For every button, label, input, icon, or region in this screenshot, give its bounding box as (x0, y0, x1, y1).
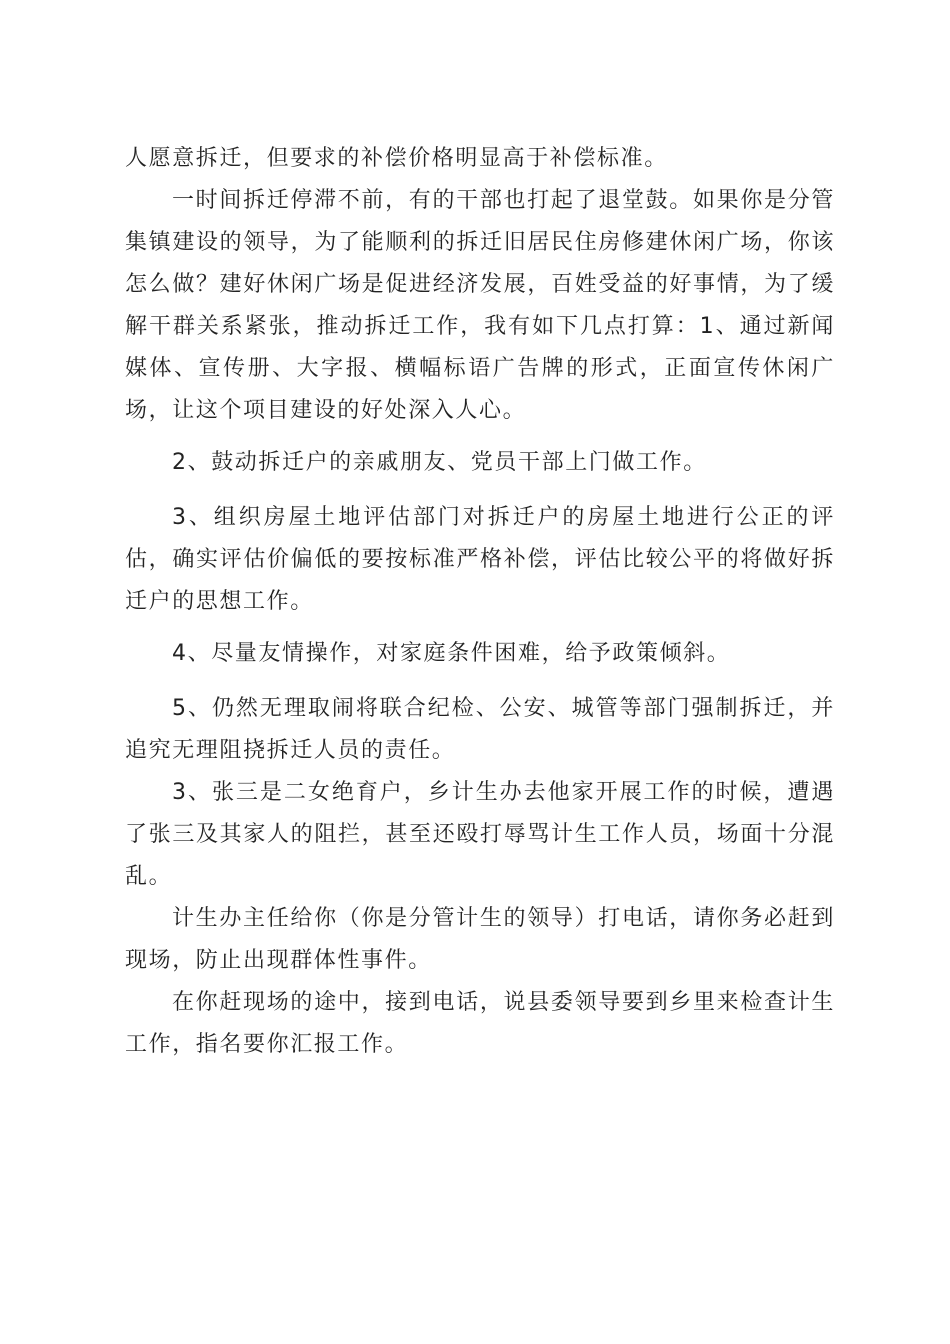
paragraph-point-5: 5、仍然无理取闹将联合纪检、公安、城管等部门强制拆迁，并追究无理阻挠拆迁人员的责任。 (125, 696, 835, 763)
paragraph-point-3: 3、组织房屋土地评估部门对拆迁户的房屋土地进行公正的评估，确实评估价偏低的要按标准严格补偿，评估比较公平的将做好拆迁户的思想工作。 (125, 505, 835, 614)
paragraph-inspection: 在你赶现场的途中，接到电话，说县委领导要到乡里来检查计生工作，指名要你汇报工作。 (125, 990, 835, 1057)
paragraph-phone-call: 计生办主任给你（你是分管计生的领导）打电话，请你务必赶到现场，防止出现群体性事件。 (125, 906, 835, 973)
paragraph-demolition-plan: 一时间拆迁停滞不前，有的干部也打起了退堂鼓。如果你是分管集镇建设的领导，为了能顺利的拆迁旧居民住房修建休闲广场，你该怎么做？建好休闲广场是促进经济发展，百姓受益的好事情，为了缓解干群关系紧张，推动拆迁工作，我有如下几点打算：1、通过新闻媒体、宣传册、大字报、横幅标语广告牌的形式，正面宣传休闲广场，让这个项目建设的好处深入人心。 (125, 188, 835, 423)
paragraph-continuation: 人愿意拆迁，但要求的补偿价格明显高于补偿标准。 (125, 146, 668, 171)
paragraph-point-2: 2、鼓动拆迁户的亲戚朋友、党员干部上门做工作。 (172, 450, 707, 475)
paragraph-question-3: 3、张三是二女绝育户，乡计生办去他家开展工作的时候，遭遇了张三及其家人的阻拦，甚至还殴打辱骂计生工作人员，场面十分混乱。 (125, 780, 835, 889)
paragraph-point-4: 4、尽量友情操作，对家庭条件困难，给予政策倾斜。 (172, 641, 731, 666)
document-body (125, 138, 835, 1066)
